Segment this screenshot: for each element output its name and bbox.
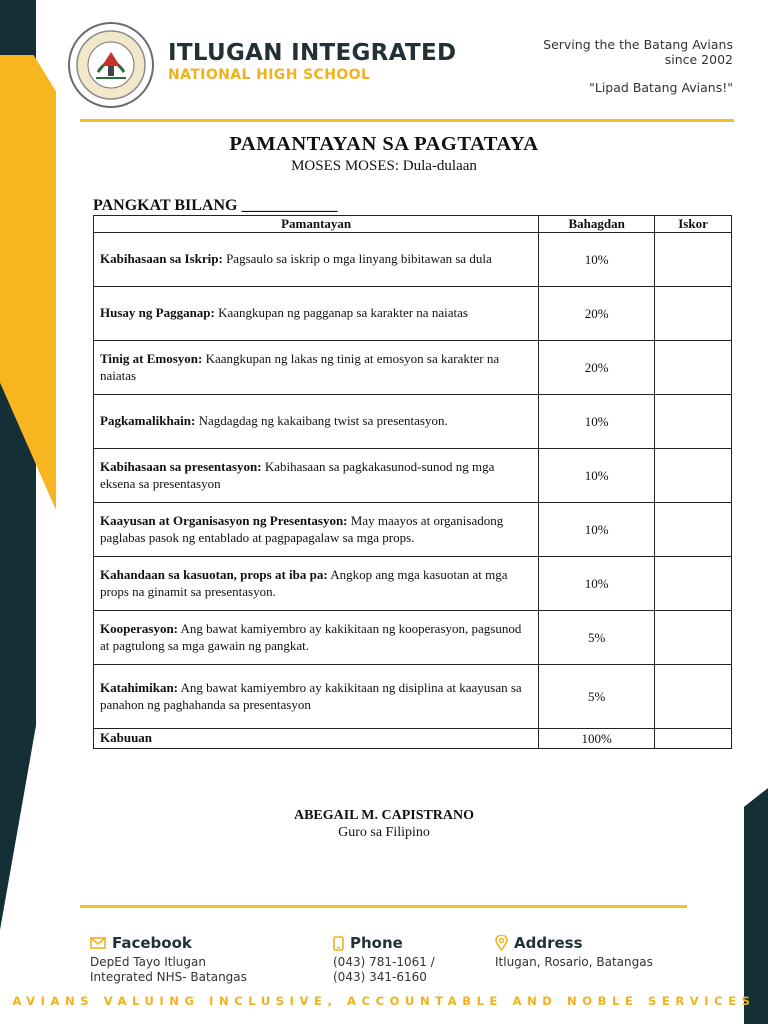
total-score-cell[interactable] [655, 729, 732, 749]
percentage-cell: 10% [539, 557, 655, 611]
phone-heading: Phone [350, 934, 403, 952]
percentage-cell: 10% [539, 395, 655, 449]
footer-address [495, 934, 653, 970]
percentage-cell: 10% [539, 449, 655, 503]
criteria-name: Pagkamalikhain: [100, 413, 196, 429]
table-row [94, 557, 732, 611]
criteria-cell [94, 395, 539, 449]
table-row [94, 233, 732, 287]
total-percentage: 100% [539, 729, 655, 749]
percentage-cell: 10% [539, 503, 655, 557]
school-name: ITLUGAN INTEGRATED [168, 40, 457, 66]
criteria-name: Kaayusan at Organisasyon ng Presentasyon: [100, 513, 348, 528]
rubric-table [93, 215, 732, 749]
criteria-description: Kaangkupan ng lakas ng tinig at emosyon sa karakter na naiatas [100, 351, 500, 383]
school-subtitle: NATIONAL HIGH SCHOOL [168, 67, 371, 83]
criteria-cell [94, 665, 539, 729]
criteria-description: Nagdagdag ng kakaibang twist sa presentasyon. [195, 413, 448, 429]
score-cell[interactable] [655, 287, 732, 341]
criteria-name: Katahimikan: [100, 680, 179, 695]
table-row [94, 449, 732, 503]
criteria-cell [94, 449, 539, 503]
percentage-cell: 20% [539, 341, 655, 395]
footer-facebook [90, 934, 247, 985]
criteria-cell [94, 503, 539, 557]
phone-icon [333, 936, 344, 951]
criteria-name: Kabihasaan sa presentasyon: [100, 459, 262, 474]
criteria-name: Husay ng Pagganap: [100, 305, 215, 321]
footer-phone [333, 934, 435, 985]
facebook-line-2: Integrated NHS- Batangas [90, 970, 247, 984]
facebook-heading: Facebook [112, 934, 192, 952]
score-cell[interactable] [655, 233, 732, 287]
column-header-criteria: Pamantayan [94, 216, 539, 233]
table-row [94, 395, 732, 449]
signatory-role: Guro sa Filipino [338, 825, 430, 840]
criteria-description: Kabihasaan sa pagkakasunod-sunod ng mga eksena sa presentasyon [100, 459, 495, 491]
percentage-cell: 10% [539, 233, 655, 287]
criteria-description: Ang bawat kamiyembro ay kakikitaan ng disiplina at kaayusan sa panahon ng paghahanda sa presentasyon [100, 680, 522, 712]
group-number-field: PANGKAT BILANG ____________ [93, 197, 338, 214]
criteria-name: Kahandaan sa kasuotan, props at iba pa: [100, 567, 328, 582]
criteria-description: May maayos at organisadong paglabas pasok ng entablado at pagpapagalaw sa mga props. [100, 513, 504, 545]
school-seal-logo [68, 22, 154, 108]
score-cell[interactable] [655, 665, 732, 729]
document-title: PAMANTAYAN SA PAGTATAYA [229, 133, 539, 155]
criteria-name: Kooperasyon: [100, 621, 178, 636]
score-cell[interactable] [655, 557, 732, 611]
criteria-description: Ang bawat kamiyembro ay kakikitaan ng kooperasyon, pagsunod at pagtulong sa mga gawain ng pangkat. [100, 621, 522, 653]
address-line-1: Itlugan, Rosario, Batangas [495, 955, 653, 969]
score-cell[interactable] [655, 395, 732, 449]
table-header-row [94, 216, 732, 233]
facebook-line-1: DepEd Tayo Itlugan [90, 955, 206, 969]
phone-line-1: (043) 781-1061 / [333, 955, 435, 969]
criteria-description: Angkop ang mga kasuotan at mga props na ginamit sa presentasyon. [100, 567, 508, 599]
score-cell[interactable] [655, 611, 732, 665]
footer-motto: AVIANS VALUING INCLUSIVE, ACCOUNTABLE AND NOBLE SERVICES [12, 994, 756, 1008]
total-row [94, 729, 732, 749]
school-motto: "Lipad Batang Avians!" [589, 80, 733, 95]
total-label: Kabuuan [94, 729, 539, 749]
table-row [94, 287, 732, 341]
footer-divider [80, 905, 687, 908]
criteria-name: Kabihasaan sa Iskrip: [100, 251, 223, 267]
criteria-description: Pagsaulo sa iskrip o mga linyang bibitawan sa dula [222, 251, 492, 267]
document-subtitle: MOSES MOSES: Dula-dulaan [291, 158, 477, 174]
address-heading: Address [514, 934, 583, 952]
percentage-cell: 20% [539, 287, 655, 341]
school-tagline: Serving the the Batang Avians since 2002 [543, 37, 733, 67]
column-header-percentage: Bahagdan [539, 216, 655, 233]
score-cell[interactable] [655, 449, 732, 503]
table-row [94, 341, 732, 395]
location-pin-icon [495, 935, 508, 951]
percentage-cell: 5% [539, 611, 655, 665]
criteria-cell [94, 233, 539, 287]
phone-line-2: (043) 341-6160 [333, 970, 427, 984]
score-cell[interactable] [655, 503, 732, 557]
header-divider [80, 119, 734, 122]
criteria-cell [94, 611, 539, 665]
table-row [94, 611, 732, 665]
table-row [94, 665, 732, 729]
criteria-name: Tinig at Emosyon: [100, 351, 203, 366]
criteria-cell [94, 287, 539, 341]
score-cell[interactable] [655, 341, 732, 395]
criteria-description: Kaangkupan ng pagganap sa karakter na naiatas [214, 305, 468, 321]
criteria-cell [94, 341, 539, 395]
percentage-cell: 5% [539, 665, 655, 729]
table-row [94, 503, 732, 557]
signatory-name: ABEGAIL M. CAPISTRANO [293, 808, 475, 823]
envelope-icon [90, 937, 106, 949]
criteria-cell [94, 557, 539, 611]
column-header-score: Iskor [655, 216, 732, 233]
